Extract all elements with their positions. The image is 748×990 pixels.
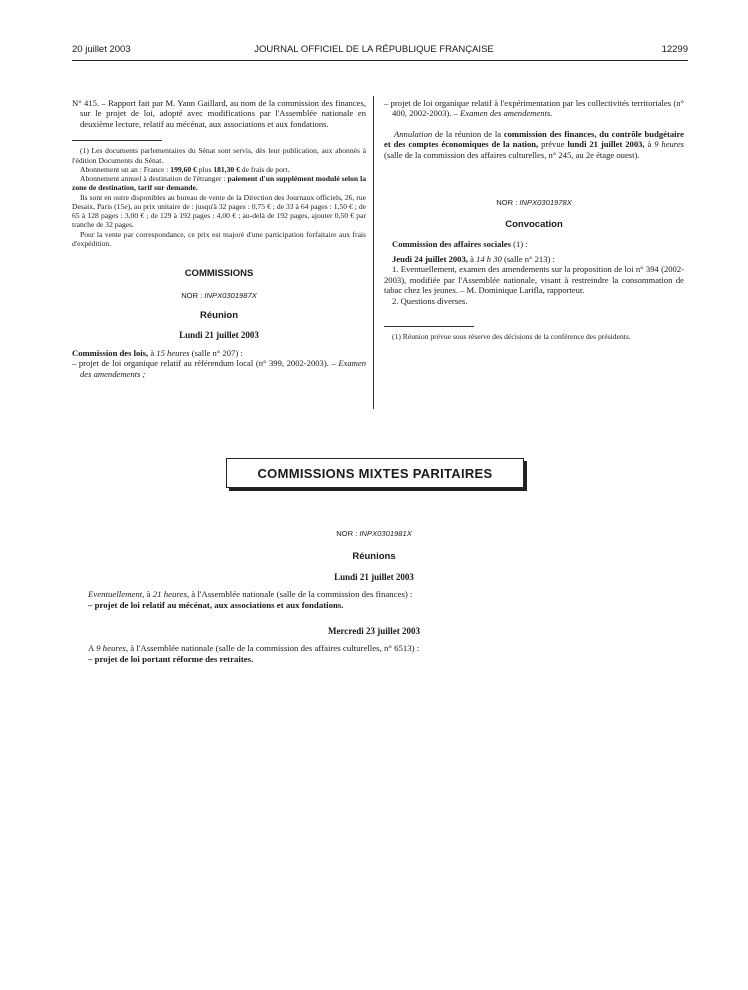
- commissions-heading: COMMISSIONS: [184, 268, 254, 280]
- cmp-bill-mecenat: – projet de loi relatif au mécénat, aux associations et aux fondations.: [88, 599, 344, 610]
- footnote-foreign-line: Abonnement annuel à destination de l'étranger : paiement d'un supplément modulé selon la zone de destination, tarif sur demande.: [72, 174, 367, 193]
- footnote-rule: [384, 326, 474, 327]
- cmp-bill-retraites: – projet de loi portant réforme des retraites.: [88, 653, 254, 664]
- cmp-meeting-2: [88, 643, 660, 665]
- cmp-meeting-2-line: A 9 heures, à l'Assemblée nationale (salle de la commission des affaires culturelles, n° 6513) :: [88, 643, 420, 653]
- nor-reference: NOR : INPX0301987X: [181, 290, 257, 300]
- reunions-heading: Réunions: [352, 551, 396, 562]
- column-divider: [373, 96, 374, 409]
- meeting-date: Lundi 21 juillet 2003: [179, 329, 259, 340]
- header-date: 20 juillet 2003: [72, 44, 131, 55]
- footnote-price-line: Abonnement un an : France : 199,60 € plus 181,30 € de frais de port.: [80, 164, 290, 174]
- cmp-meeting-1: [88, 589, 660, 611]
- agenda-item: – projet de loi organique relatif à l'expérimentation par les collectivités territoriales (n° 400, 2002-2003). – Examen des amendements.: [384, 98, 684, 119]
- reunion-subheading: Réunion: [200, 310, 238, 322]
- report-entry: N° 415. – Rapport fait par M. Yann Gaillard, au nom de la commission des finances, sur le projet de loi, adopté avec modifications par l'Assemblée nationale en deuxième lecture, relatif au mécénat, aux associations et aux fondations.: [72, 98, 366, 129]
- header-page-number: 12299: [661, 44, 688, 55]
- convocation-heading: Convocation: [505, 218, 563, 230]
- left-column: [72, 98, 366, 379]
- annulation-notice: Annulation de la réunion de la commission des finances, du contrôle budgétaire et des comptes économiques de la nation, prévue lundi 21 juillet 2003, à 9 heures (salle de la commission des affaires culturelles, n° 245, au 2e étage ouest).: [384, 128, 684, 160]
- commission-lois-line: Commission des lois, à 15 heures (salle n° 207) :: [72, 347, 243, 358]
- agenda-item-2: 2. Questions diverses.: [392, 295, 468, 306]
- footnote-rule: [72, 140, 162, 141]
- agenda-item-1: 1. Eventuellement, examen des amendements sur la proposition de loi n° 394 (2002-2003), modifiée par l'Assemblée nationale, visant à restreindre la consommation de tabac chez les jeunes. – M. Dominique Larifla, rapporteur.: [384, 264, 684, 296]
- nor-reference: NOR : INPX0301981X: [336, 529, 412, 538]
- agenda-item: – projet de loi organique relatif au référendum local (n° 399, 2002-2003). – Examen des amendements ;: [72, 358, 366, 379]
- cmp-title-box: COMMISSIONS MIXTES PARITAIRES: [226, 458, 524, 488]
- reunion-footnote: (1) Réunion prévue sous réserve des décisions de la conférence des présidents.: [392, 332, 631, 342]
- header-rule: [72, 60, 688, 61]
- cmp-meeting-1-line: Eventuellement, à 21 heures, à l'Assemblée nationale (salle de la commission des finances) :: [88, 589, 413, 599]
- header-journal-title: JOURNAL OFFICIEL DE LA RÉPUBLIQUE FRANÇAISE: [254, 44, 494, 55]
- nor-reference: NOR : INPX0301978X: [496, 198, 572, 208]
- meeting-date: Mercredi 23 juillet 2003: [328, 626, 420, 636]
- right-column: [384, 98, 684, 341]
- meeting-date-line: Jeudi 24 juillet 2003, à 14 h 30 (salle n° 213) :: [392, 253, 555, 264]
- subscription-footnote: (1) Les documents parlementaires du Sénat sont servis, dès leur publication, aux abonnés à l'édition Documents du Sénat. Abonnement un an : France : 199,60 € plus 181,30 € de frais de port. Abonnement annuel à destination de l'étranger : paiement d'un supplément modulé selon la zone de destination, tarif sur demande. Ils sont en outre disponibles au bureau de vente de la Direction des Journaux officiels, 26, rue Desaix, Paris (15e), au prix unitaire de : jusqu'à 32 pages : 0,75 € ; de 33 à 64 pages : 1,50 € ; de 65 à 128 pages : 3,00 € ; de 129 à 192 pages : 4,00 € ; au-delà de 192 pages, ajouter 0,50 € par tranche de 32 pages. Pour la vente par correspondance, ce prix est majoré d'une participation forfaitaire aux frais d'expédition.: [72, 146, 367, 248]
- meeting-date: Lundi 21 juillet 2003: [334, 572, 414, 582]
- commission-affaires-sociales: Commission des affaires sociales (1) :: [392, 239, 528, 250]
